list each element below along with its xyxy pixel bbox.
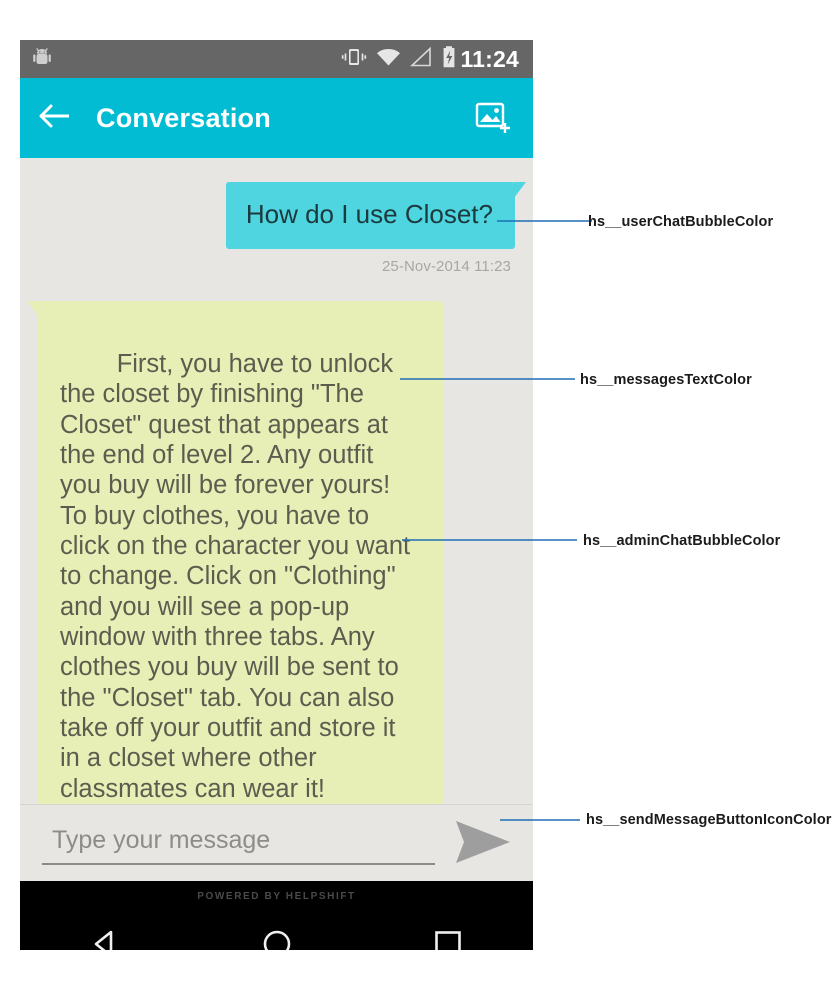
message-row-user: [38, 182, 515, 249]
annotation-label-send-icon: hs__sendMessageButtonIconColor: [586, 812, 832, 828]
wifi-icon: [376, 47, 401, 72]
signal-icon: [410, 47, 432, 72]
conversation-list[interactable]: [20, 158, 533, 804]
powered-by-bar: [20, 881, 533, 912]
app-bar: [20, 78, 533, 158]
status-bar-right: [341, 45, 457, 74]
android-nav-bar: [20, 912, 533, 950]
page-title: Conversation: [96, 102, 271, 133]
annotation-leader-admin-bubble: [402, 534, 577, 546]
android-robot-icon: [30, 45, 54, 74]
user-message-text: How do I use Closet?: [245, 199, 493, 229]
nav-back-triangle-icon[interactable]: [89, 927, 123, 950]
battery-charging-icon: [441, 45, 457, 74]
vibrate-icon: [341, 46, 367, 73]
annotation-leader-messages-text: [400, 373, 575, 385]
message-composer: [20, 804, 533, 881]
annotation-label-admin-bubble: hs__adminChatBubbleColor: [583, 533, 781, 549]
admin-message-text: First, you have to unlock the closet by finishing "The Closet" quest that appears at the end of level 2. Any outfit you buy will be forever yours! To buy clothes, you have to click on the character you want to change. Click on "Clothing" and you will see a pop-up window with three tabs. Any clothes you buy will be sent to the "Closet" tab. You can also take off your outfit and store it in a closet where other classmates can wear it!: [60, 349, 418, 803]
powered-by-label: POWERED BY HELPSHIFT: [197, 891, 356, 902]
add-image-icon[interactable]: [475, 101, 513, 135]
message-timestamp: 25-Nov-2014 11:23: [381, 257, 511, 275]
status-bar: [20, 40, 533, 78]
annotation-label-messages-text: hs__messagesTextColor: [580, 372, 752, 388]
nav-recents-square-icon[interactable]: [431, 927, 465, 950]
status-bar-left: [30, 45, 54, 74]
admin-chat-bubble: [38, 301, 443, 855]
status-bar-clock: 11:24: [460, 45, 519, 72]
annotation-label-user-bubble: hs__userChatBubbleColor: [588, 214, 774, 230]
nav-home-circle-icon[interactable]: [260, 927, 294, 950]
annotation-leader-send-icon: [500, 814, 580, 826]
arrow-back-icon[interactable]: [38, 102, 72, 135]
message-input[interactable]: [42, 822, 435, 865]
phone-mockup: [20, 40, 533, 950]
user-chat-bubble: [226, 182, 515, 249]
annotation-leader-user-bubble: [497, 214, 592, 226]
message-row-admin: [38, 275, 515, 855]
